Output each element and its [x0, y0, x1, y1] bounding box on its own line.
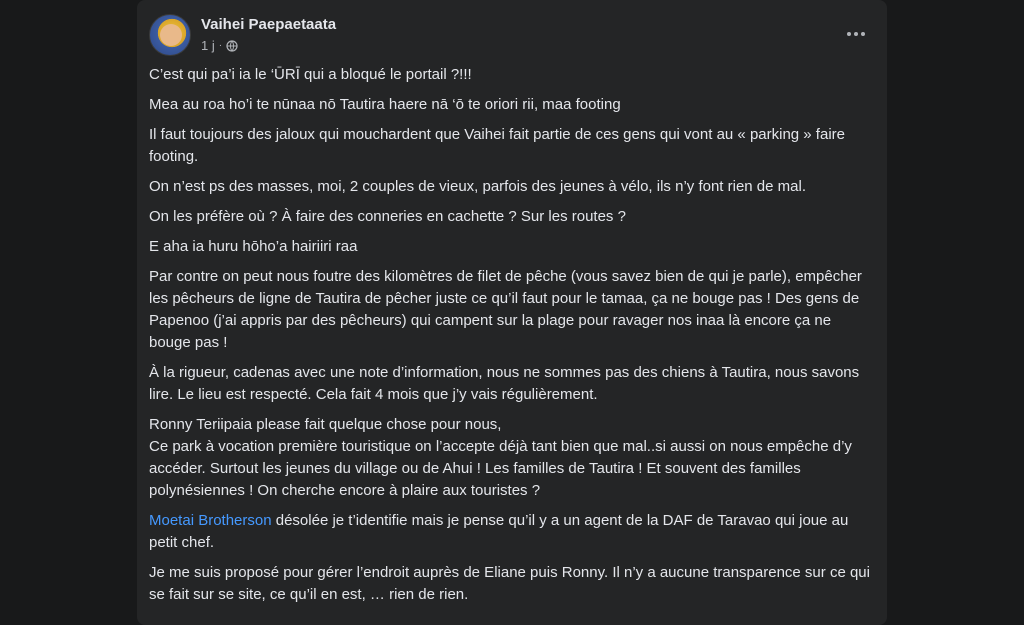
post-paragraph: À la rigueur, cadenas avec une note d’information, nous ne sommes pas des chiens à Tautira, nous savons lire. Le lieu est respecté. Cela fait 4 mois que j’y vais régulièrement.	[149, 364, 860, 403]
post-paragraph: C’est qui pa’i ia le ‘ŪRĪ qui a bloqué le portail ?!!!	[149, 66, 472, 83]
post-card	[137, 0, 887, 625]
post-author[interactable]: Vaihei Paepaetaata	[201, 16, 337, 33]
post-paragraph: E aha ia huru hōho’a hairiiri raa	[149, 238, 358, 255]
post-paragraph: Il faut toujours des jaloux qui mouchardent que Vaihei fait partie de ces gens qui vont au « parking » faire footing.	[149, 126, 845, 165]
post-time[interactable]: 1 j	[201, 38, 215, 53]
post-paragraph	[149, 510, 875, 554]
post-meta	[201, 38, 238, 53]
avatar[interactable]	[149, 14, 191, 56]
post-paragraph: On n’est ps des masses, moi, 2 couples de vieux, parfois des jeunes à vélo, ils n’y font rien de mal.	[149, 178, 806, 195]
more-options-icon[interactable]	[843, 24, 869, 44]
post-paragraph: Je me suis proposé pour gérer l’endroit auprès de Eliane puis Ronny. Il n’y a aucune transparence sur ce qui se fait sur se site, ce qu’il en est, … rien de rien.	[149, 564, 870, 603]
post-paragraph: Mea au roa ho’i te nūnaa nō Tautira haere nā ‘ō te oriori rii, maa footing	[149, 96, 621, 113]
post-line: Ce park à vocation première touristique on l’accepte déjà tant bien que mal..si aussi on nous empêche d’y accéder. Surtout les jeunes du village ou de Ahui ! Les familles de Tautira ! Et souvent des familles polynésiennes ! On cherche encore à plaire aux touristes ?	[149, 438, 852, 499]
post-line: Ronny Teriipaia please fait quelque chose pour nous,	[149, 416, 502, 433]
mention-link[interactable]: Moetai Brotherson	[149, 512, 272, 529]
post-body	[149, 64, 875, 614]
post-paragraph: Par contre on peut nous foutre des kilomètres de filet de pêche (vous savez bien de qui je parle), empêcher les pêcheurs de ligne de Tautira de pêcher juste ce qu’il faut pour le tamaa, ça ne bouge pas ! Des gens de Papenoo (j’ai appris par des pêcheurs) qui campent sur la plage pour ravager nos inaa là encore ça ne bouge pas !	[149, 268, 862, 351]
post-paragraph: On les préfère où ? À faire des conneries en cachette ? Sur les routes ?	[149, 208, 626, 225]
post-paragraph-group	[149, 414, 875, 502]
post-line: désolée je t’identifie mais je pense qu’il y a un agent de la DAF de Taravao qui joue au petit chef.	[149, 512, 849, 551]
meta-separator: ·	[218, 40, 223, 51]
globe-icon[interactable]	[226, 40, 238, 52]
